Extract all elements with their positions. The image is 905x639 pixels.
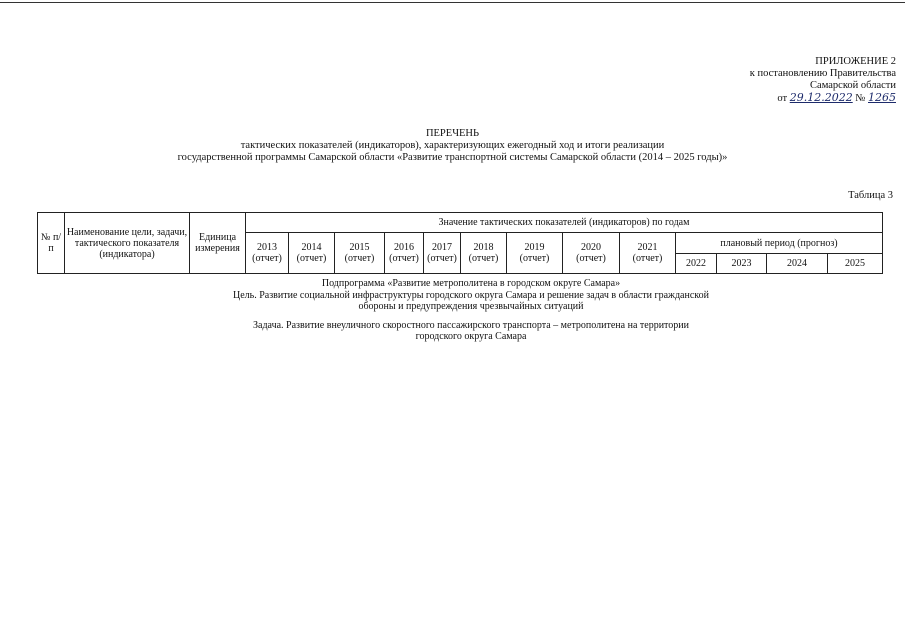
handwritten-date: 29.12.2022 [789, 91, 853, 104]
header-year-2017: 2017 (отчет) [424, 233, 461, 274]
header-year-2023: 2023 [717, 254, 767, 274]
appendix-title: ПРИЛОЖЕНИЕ 2 [815, 56, 896, 67]
header-year-2016: 2016 (отчет) [385, 233, 424, 274]
table-body [37, 278, 905, 343]
title-line-2: тактических показателей (индикаторов), характеризующих ежегодный ход и итоги реализации [240, 140, 665, 151]
number-prefix: № [855, 93, 866, 104]
header-year-2019: 2019 (отчет) [507, 233, 563, 274]
header-plan-group: плановый период (прогноз) [676, 233, 883, 254]
header-year-2018: 2018 (отчет) [461, 233, 507, 274]
header-year-2025: 2025 [828, 254, 883, 274]
title-line-3: государственной программы Самарской области «Развитие транспортной системы Самарской области (2014 – 2025 годы)» [177, 152, 728, 163]
appendix-line-2: Самарской области [810, 80, 896, 91]
document-title [0, 128, 905, 164]
header-name: Наименование цели, задачи, тактического показателя (индикатора) [65, 213, 190, 274]
header-num: № п/п [38, 213, 65, 274]
header-year-2021: 2021 (отчет) [620, 233, 676, 274]
header-year-2024: 2024 [767, 254, 828, 274]
indicators-table-header [37, 212, 883, 274]
header-year-2014: 2014 (отчет) [289, 233, 335, 274]
top-border-line [0, 2, 905, 3]
goal-line-2: обороны и предупреждения чрезвычайных ситуаций [358, 301, 584, 312]
handwritten-number: 1265 [868, 91, 896, 104]
header-year-2020: 2020 (отчет) [563, 233, 620, 274]
header-year-2022: 2022 [676, 254, 717, 274]
header-year-2013: 2013 (отчет) [246, 233, 289, 274]
subprogram-block [37, 278, 905, 343]
appendix-line-1: к постановлению Правительства [749, 68, 896, 79]
title-line-1: ПЕРЕЧЕНЬ [425, 128, 480, 139]
goal-line-1: Цель. Развитие социальной инфраструктуры городского округа Самара и решение задач в области гражданской [233, 289, 709, 301]
task-line-1: Задача. Развитие внеуличного скоростного пассажирского транспорта – метрополитена на территории [253, 319, 689, 331]
subprogram-title: Подпрограмма «Развитие метрополитена в городском округе Самара» [321, 278, 621, 289]
task-line-2: городского округа Самара [415, 331, 527, 342]
table-number-label: Таблица 3 [848, 190, 893, 201]
header-values-group: Значение тактических показателей (индикаторов) по годам [246, 213, 883, 233]
appendix-block [704, 56, 896, 105]
appendix-date-line [704, 92, 896, 105]
date-prefix: от [777, 93, 788, 104]
header-year-2015: 2015 (отчет) [335, 233, 385, 274]
header-unit: Единица измерения [190, 213, 246, 274]
